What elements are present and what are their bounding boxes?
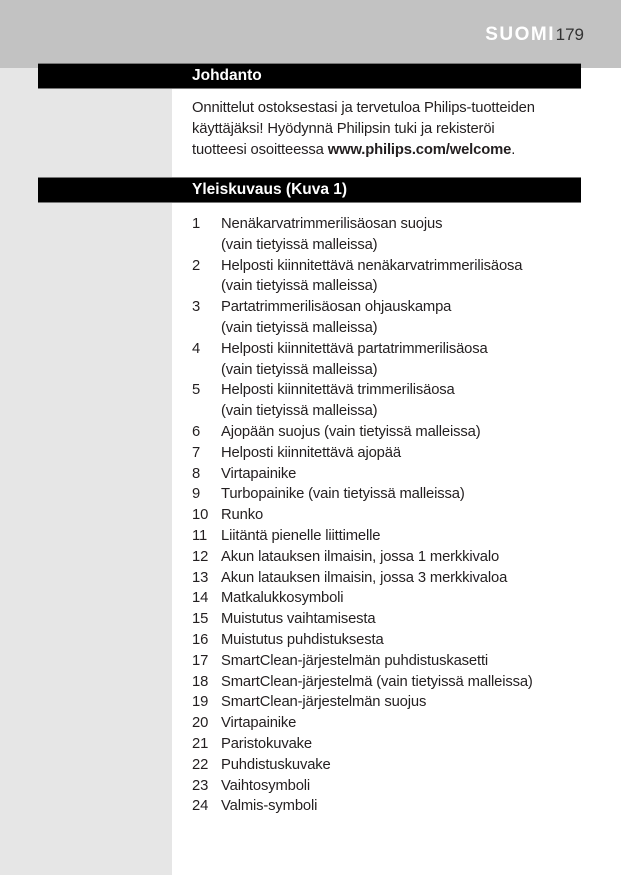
section-title-overview: Yleiskuvaus (Kuva 1) [192, 181, 348, 198]
list-item-number: 9 [192, 486, 201, 503]
list-item-number: 23 [192, 777, 209, 794]
list-item-text: Akun latauksen ilmaisin, jossa 1 merkkivalo [221, 548, 500, 565]
intro-paragraph [192, 98, 587, 161]
section-header-intro [38, 63, 581, 89]
list-item-number: 6 [192, 423, 201, 440]
list-item-text: SmartClean-järjestelmän puhdistuskasetti [221, 652, 489, 669]
list-item [192, 568, 592, 589]
list-item-number: 5 [192, 382, 201, 399]
list-item-number: 2 [192, 257, 201, 274]
list-item [192, 380, 592, 422]
intro-line-url [192, 140, 587, 161]
list-item-text: Matkalukkosymboli [221, 590, 344, 607]
list-item [192, 464, 592, 485]
list-item [192, 422, 592, 443]
list-item-text: Helposti kiinnitettävä nenäkarvatrimmerilisäosa [221, 257, 523, 274]
intro-line: Onnittelut ostoksestasi ja tervetuloa Philips-tuotteiden [192, 100, 535, 116]
list-item [192, 484, 592, 505]
list-item-number: 13 [192, 569, 209, 586]
welcome-url-link[interactable]: www.philips.com/welcome [327, 142, 512, 158]
list-item-text: Turbopainike (vain tietyissä malleissa) [221, 486, 465, 503]
list-item-text: Muistutus vaihtamisesta [221, 611, 376, 628]
intro-period: . [511, 142, 516, 158]
list-item-number: 22 [192, 756, 209, 773]
list-item [192, 547, 592, 568]
list-item-text: Valmis-symboli [221, 798, 318, 815]
list-item-number: 17 [192, 652, 209, 669]
list-item [192, 505, 592, 526]
list-item-number: 3 [192, 299, 201, 316]
list-item [192, 672, 592, 693]
list-item-number: 12 [192, 548, 209, 565]
list-item [192, 256, 592, 298]
list-item-text: Akun latauksen ilmaisin, jossa 3 merkkivaloa [221, 569, 508, 586]
list-item-number: 19 [192, 694, 209, 711]
list-item [192, 588, 592, 609]
list-item-note: (vain tietyissä malleissa) [221, 278, 378, 295]
list-item-number: 1 [192, 216, 201, 232]
list-item-text: Paristokuvake [221, 735, 312, 752]
list-item-note: (vain tietyissä malleissa) [221, 361, 378, 378]
list-item-note: (vain tietyissä malleissa) [221, 403, 378, 420]
list-item-text: Nenäkarvatrimmerilisäosan suojus [221, 216, 443, 232]
list-item [192, 776, 592, 797]
list-item-text: Partatrimmerilisäosan ohjauskampa [221, 299, 452, 316]
list-item-number: 15 [192, 611, 209, 628]
list-item-text: Virtapainike [221, 715, 297, 732]
list-item-number: 10 [192, 507, 209, 524]
list-item-number: 14 [192, 590, 209, 607]
list-item-text: Runko [221, 507, 264, 524]
list-item-text: Liitäntä pienelle liittimelle [221, 527, 381, 544]
list-item [192, 443, 592, 464]
intro-line: käyttäjäksi! Hyödynnä Philipsin tuki ja rekisteröi [192, 121, 495, 137]
list-item-number: 7 [192, 444, 201, 461]
list-item [192, 734, 592, 755]
list-item-text: SmartClean-järjestelmä (vain tietyissä malleissa) [221, 673, 533, 690]
list-item [192, 755, 592, 776]
list-item-number: 21 [192, 735, 209, 752]
list-item-text: SmartClean-järjestelmän suojus [221, 694, 427, 711]
list-item [192, 713, 592, 734]
list-item-number: 11 [192, 527, 208, 544]
list-item-text: Helposti kiinnitettävä partatrimmerilisäosa [221, 340, 488, 357]
list-item-text: Ajopään suojus (vain tietyissä malleissa) [221, 423, 481, 440]
list-item-number: 8 [192, 465, 201, 482]
intro-text: tuotteesi osoitteessa [192, 142, 328, 158]
list-item [192, 796, 592, 817]
list-item-note: (vain tietyissä malleissa) [221, 236, 378, 253]
list-item-number: 24 [192, 798, 209, 815]
list-item-text: Helposti kiinnitettävä trimmerilisäosa [221, 382, 455, 399]
list-item-number: 4 [192, 340, 201, 357]
list-item-number: 18 [192, 673, 209, 690]
list-item-text: Vaihtosymboli [221, 777, 311, 794]
list-item [192, 339, 592, 381]
list-item [192, 609, 592, 630]
list-item [192, 297, 592, 339]
list-item [192, 526, 592, 547]
parts-list [192, 214, 592, 817]
list-item-text: Puhdistuskuvake [221, 756, 331, 773]
list-item [192, 692, 592, 713]
list-item [192, 651, 592, 672]
list-item-note: (vain tietyissä malleissa) [221, 319, 378, 336]
section-header-overview [38, 177, 581, 203]
section-title-intro: Johdanto [192, 67, 262, 84]
page-number: 179 [555, 25, 584, 44]
list-item-text: Muistutus puhdistuksesta [221, 631, 384, 648]
list-item-text: Virtapainike [221, 465, 297, 482]
language-label: SUOMI [485, 24, 555, 45]
list-item [192, 214, 592, 256]
list-item [192, 630, 592, 651]
list-item-number: 20 [192, 715, 209, 732]
list-item-number: 16 [192, 631, 209, 648]
list-item-text: Helposti kiinnitettävä ajopää [221, 444, 401, 461]
